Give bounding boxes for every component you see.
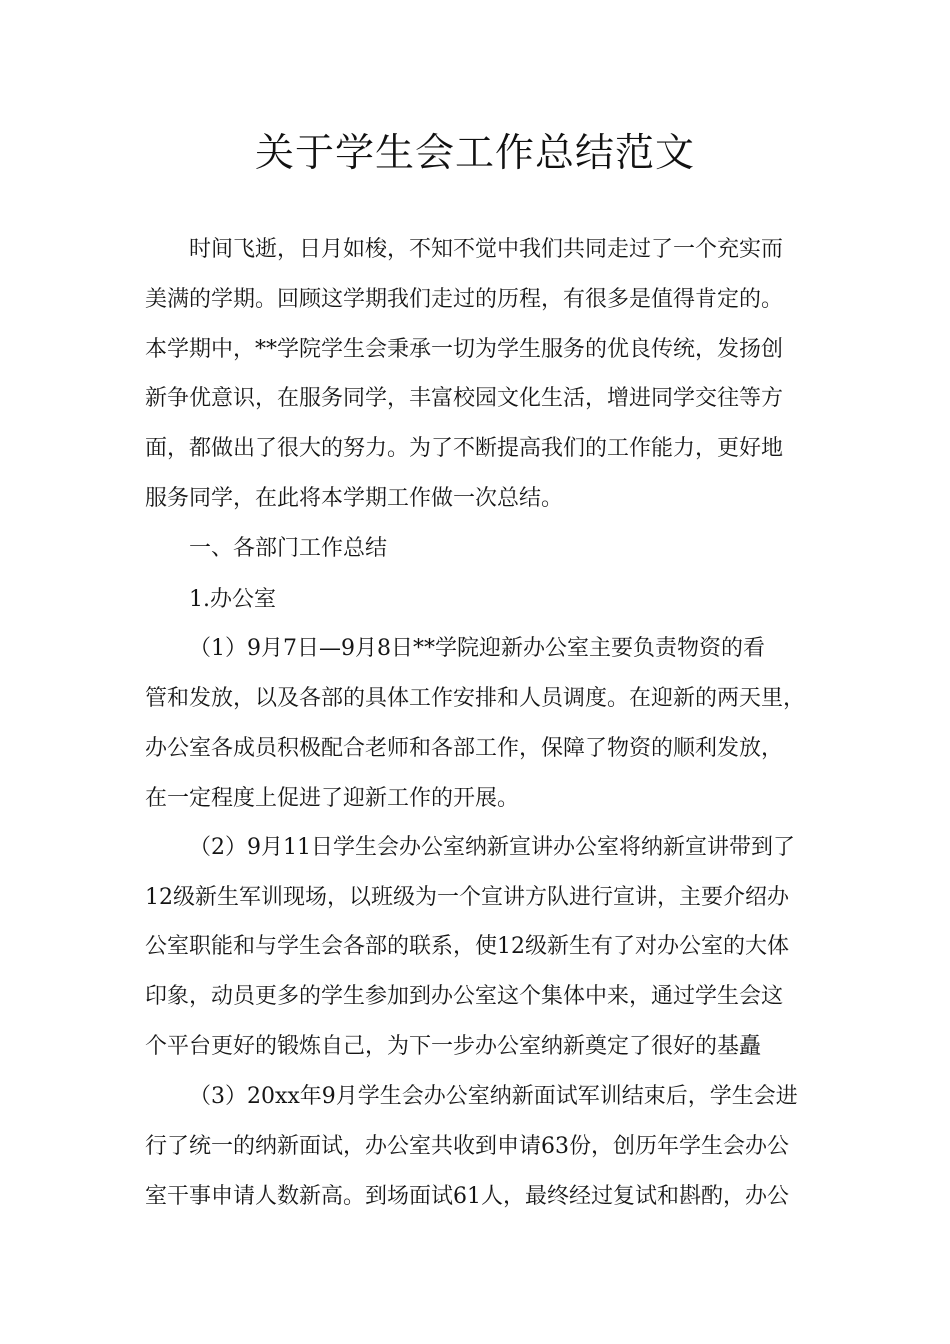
paragraph-line: （2）9月11日学生会办公室纳新宣讲办公室将纳新宣讲带到了 — [189, 835, 795, 860]
paragraph-line: 个平台更好的锻炼自己，为下一步办公室纳新奠定了很好的基矗 — [145, 1034, 762, 1059]
paragraph-line: 新争优意识，在服务同学，丰富校园文化生活，增进同学交往等方 — [145, 386, 784, 411]
paragraph-line: 本学期中，**学院学生会秉承一切为学生服务的优良传统，发扬创 — [145, 337, 784, 362]
paragraph-line: 12级新生军训现场，以班级为一个宣讲方队进行宣讲，主要介绍办 — [145, 885, 789, 910]
paragraph-line: 服务同学，在此将本学期工作做一次总结。 — [145, 486, 564, 511]
section-heading: 一、各部门工作总结 — [189, 536, 388, 561]
paragraph-line: （3）20xx年9月学生会办公室纳新面试军训结束后，学生会进 — [189, 1084, 798, 1109]
paragraph-line: （1）9月7日—9月8日**学院迎新办公室主要负责物资的看 — [189, 636, 765, 661]
paragraph-line: 美满的学期。回顾这学期我们走过的历程，有很多是值得肯定的。 — [145, 287, 784, 312]
document-title: 关于学生会工作总结范文 — [254, 131, 695, 176]
paragraph-line: 面，都做出了很大的努力。为了不断提高我们的工作能力，更好地 — [145, 436, 784, 461]
paragraph-line: 管和发放，以及各部的具体工作安排和人员调度。在迎新的两天里， — [145, 686, 806, 711]
paragraph-line: 行了统一的纳新面试，办公室共收到申请63份，创历年学生会办公 — [145, 1134, 789, 1159]
paragraph-line: 公室职能和与学生会各部的联系，使12级新生有了对办公室的大体 — [145, 934, 789, 959]
paragraph-line: 室干事申请人数新高。到场面试61人，最终经过复试和斟酌，办公 — [145, 1184, 789, 1209]
paragraph-line: 时间飞逝，日月如梭，不知不觉中我们共同走过了一个充实而 — [189, 237, 784, 262]
subsection-heading: 1.办公室 — [189, 587, 276, 612]
paragraph-line: 印象，动员更多的学生参加到办公室这个集体中来，通过学生会这 — [145, 984, 784, 1009]
paragraph-line: 办公室各成员积极配合老师和各部工作，保障了物资的顺利发放， — [145, 736, 784, 761]
paragraph-line: 在一定程度上促进了迎新工作的开展。 — [145, 786, 520, 811]
